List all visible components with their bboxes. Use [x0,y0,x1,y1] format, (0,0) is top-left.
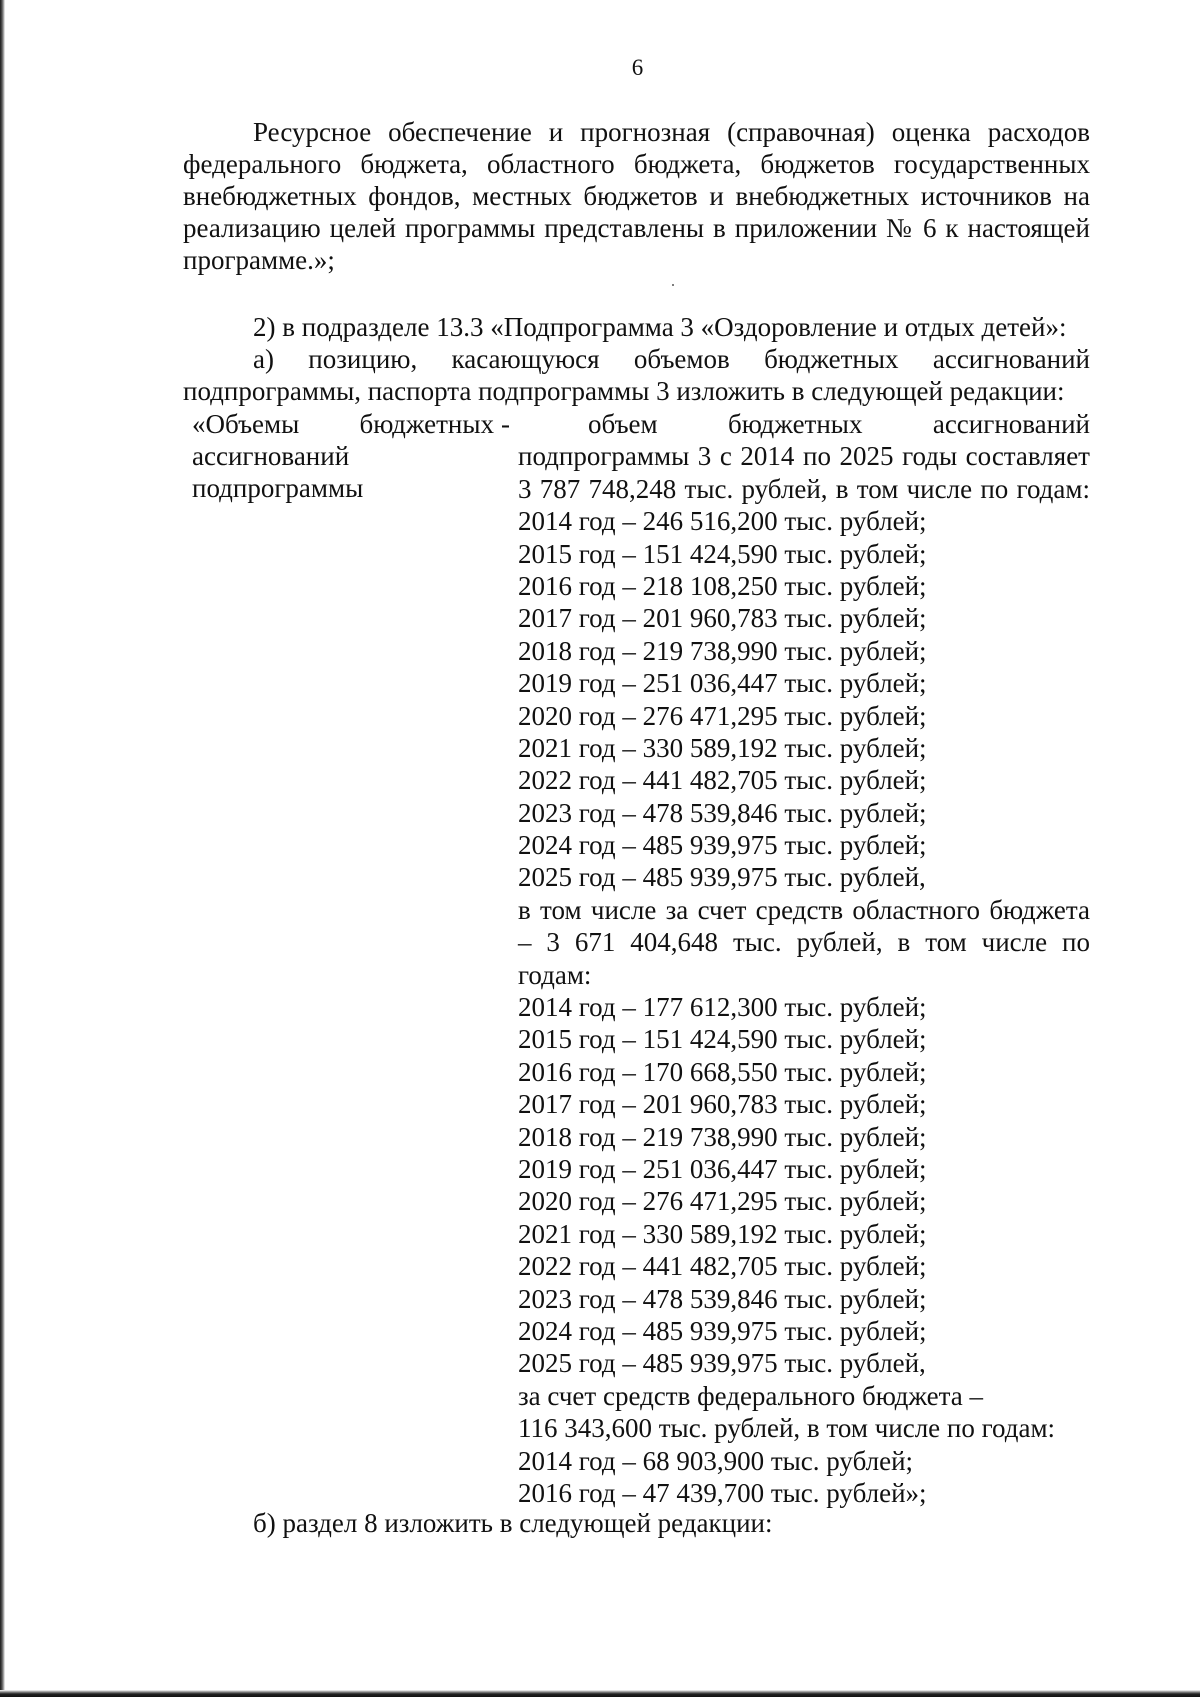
passport-value-line: 116 343,600 тыс. рублей, в том числе по годам: [518,1413,1056,1444]
passport-value-line: годам: [518,959,592,990]
passport-value-line: 2015 год – 151 424,590 тыс. рублей; [518,1024,927,1055]
passport-label-line: подпрограммы [192,473,364,503]
passport-value-line: 2018 год – 219 738,990 тыс. рублей; [518,635,927,666]
passport-right-text [518,408,1090,1509]
passport-value-line: 2024 год – 485 939,975 тыс. рублей; [518,1315,927,1346]
passport-value-line: 2016 год – 170 668,550 тыс. рублей; [518,1056,927,1087]
passport-value-line: 2020 год – 276 471,295 тыс. рублей; [518,700,927,731]
scan-left-edge [0,0,5,1697]
passport-value-line: в том числе за счет средств областного бюджета [518,894,1090,925]
passport-value-line: 2016 год – 47 439,700 тыс. рублей»; [518,1477,927,1508]
passport-label-line: ассигнований [192,441,350,471]
item-a-line: подпрограммы, паспорта подпрограммы 3 изложить в следующей редакции: [183,376,1065,406]
passport-value-line: 2017 год – 201 960,783 тыс. рублей; [518,1089,927,1120]
passport-label-line: «Объемы бюджетных [192,409,494,439]
passport-value-line: 2019 год – 251 036,447 тыс. рублей; [518,668,927,699]
passport-value-line: объем бюджетных ассигнований [588,409,1090,439]
scan-speck [672,284,674,286]
passport-value-line: – 3 671 404,648 тыс. рублей, в том числе по [518,927,1090,958]
passport-value-line: 3 787 748,248 тыс. рублей, в том числе по годам: [518,473,1090,504]
passport-value-line: 2018 год – 219 738,990 тыс. рублей; [518,1121,927,1152]
item-2-heading: 2) в подразделе 13.3 «Подпрограмма 3 «Оздоровление и отдых детей»: [253,312,1067,342]
passport-value-line: 2021 год – 330 589,192 тыс. рублей; [518,1218,927,1249]
intro-line: федерального бюджета, областного бюджета, бюджетов государственных [183,149,1090,179]
passport-dash: - [501,409,510,439]
passport-value-line: за счет средств федерального бюджета – [518,1380,983,1411]
passport-value-line: 2023 год – 478 539,846 тыс. рублей; [518,797,927,828]
passport-value-line: 2017 год – 201 960,783 тыс. рублей; [518,603,927,634]
passport-value-line: 2021 год – 330 589,192 тыс. рублей; [518,732,927,763]
passport-left-label [192,408,494,504]
item-b-heading: б) раздел 8 изложить в следующей редакции: [253,1508,773,1538]
passport-value-line: 2022 год – 441 482,705 тыс. рублей; [518,1251,927,1282]
scan-bottom-edge [0,1690,1200,1697]
intro-line: реализацию целей программы представлены в приложении № 6 к настоящей [183,213,1090,243]
intro-line: программе.»; [183,245,335,275]
passport-value-line: 2023 год – 478 539,846 тыс. рублей; [518,1283,927,1314]
item-a-line: а) позицию, касающуюся объемов бюджетных ассигнований [253,344,1090,374]
passport-value-line: 2020 год – 276 471,295 тыс. рублей; [518,1186,927,1217]
passport-value-line: 2014 год – 177 612,300 тыс. рублей; [518,992,927,1023]
passport-value-line: 2015 год – 151 424,590 тыс. рублей; [518,538,927,569]
passport-value-line: 2019 год – 251 036,447 тыс. рублей; [518,1153,927,1184]
passport-value-line: 2025 год – 485 939,975 тыс. рублей, [518,862,926,893]
intro-line: Ресурсное обеспечение и прогнозная (справочная) оценка расходов [253,117,1090,147]
passport-value-line: 2016 год – 218 108,250 тыс. рублей; [518,570,927,601]
passport-value-line: 2014 год – 246 516,200 тыс. рублей; [518,506,927,537]
passport-value-line: 2022 год – 441 482,705 тыс. рублей; [518,765,927,796]
passport-value-line: 2025 год – 485 939,975 тыс. рублей, [518,1348,926,1379]
passport-value-line: 2024 год – 485 939,975 тыс. рублей; [518,830,927,861]
passport-value-line: подпрограммы 3 с 2014 по 2025 годы составляет [518,441,1090,472]
intro-line: внебюджетных фондов, местных бюджетов и внебюджетных источников на [183,181,1090,211]
page-number: 6 [631,55,644,80]
passport-value-line: 2014 год – 68 903,900 тыс. рублей; [518,1445,914,1476]
